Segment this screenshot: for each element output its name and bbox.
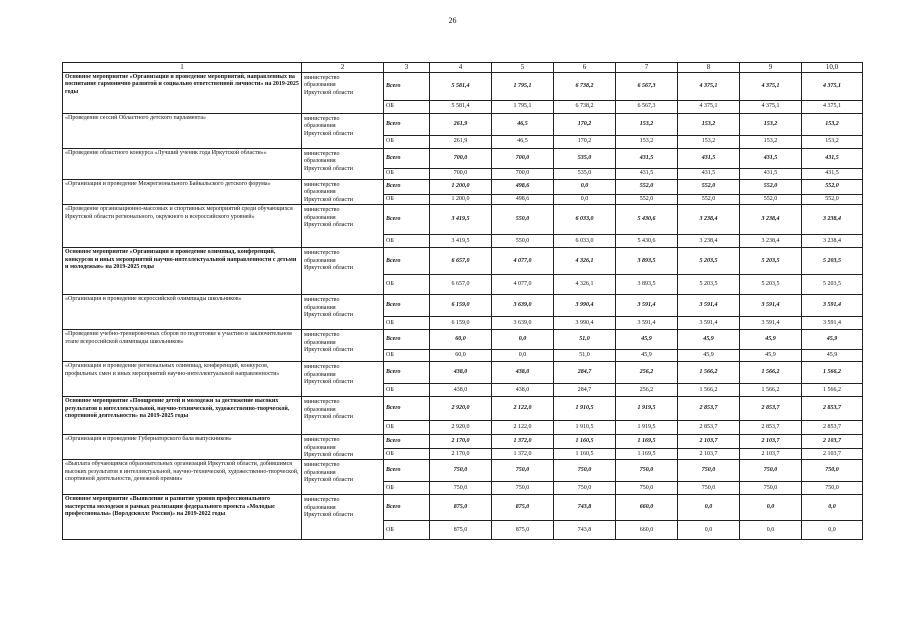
responsible-line: министерство — [304, 250, 340, 257]
responsible-line: образования — [304, 123, 336, 130]
total-value-cell: 3 893,5 — [616, 248, 678, 275]
ob-value-cell: 498,6 — [492, 195, 554, 205]
ob-value-cell: 552,0 — [678, 195, 740, 205]
total-value-cell: 3 238,4 — [740, 205, 802, 235]
source-total: Всего — [384, 180, 430, 195]
source-ob: ОБ — [384, 421, 430, 435]
program-name: Основное мероприятие «Организация и проведение олимпиад, конференций, конкурсов и иных мероприятий научно-интеллектуальной направленности с детьми и молодежью» на 2019-2025 годы — [63, 248, 302, 295]
header-cell: 4 — [430, 63, 492, 73]
ob-value-cell: 3 639,0 — [492, 317, 554, 330]
program-name: Основное мероприятие «Выявление и развитие уровня профессионального мастерства молодежи в рамках реализации федерального проекта «Молодые профессионалы» (Ворлдскиллс Россия)» на 2019-2022 годы — [63, 495, 302, 540]
ob-value-cell: 3 591,4 — [616, 317, 678, 330]
total-value-cell: 875,0 — [492, 495, 554, 521]
source-ob: ОБ — [384, 136, 430, 149]
program-name: Основное мероприятие «Организация и проведение мероприятий, направленных на воспитание гармонично развитой и социально ответственной личности» на 2019-2025 годы — [63, 73, 302, 114]
ob-value-cell: 3 238,4 — [802, 235, 863, 248]
ob-value-cell: 750,0 — [740, 482, 802, 495]
responsible-line: образования — [304, 158, 336, 165]
total-value-cell: 552,0 — [616, 180, 678, 195]
ob-value-cell: 2 103,7 — [678, 448, 740, 459]
total-value-cell: 3 419,5 — [430, 205, 492, 235]
total-value-cell: 2 103,7 — [678, 435, 740, 449]
ob-value-cell: 1 919,5 — [616, 421, 678, 435]
total-value-cell: 1 919,5 — [616, 397, 678, 421]
source-total: Всего — [384, 397, 430, 421]
header-cell: 10,0 — [802, 63, 863, 73]
total-value-cell: 1 160,5 — [554, 435, 616, 449]
total-value-cell: 535,0 — [554, 149, 616, 169]
total-value-cell: 4 375,1 — [802, 73, 863, 101]
total-value-cell: 3 990,4 — [554, 295, 616, 317]
ob-value-cell: 1 160,5 — [554, 448, 616, 459]
responsible-executor — [302, 114, 384, 149]
total-value-cell: 3 238,4 — [802, 205, 863, 235]
total-value-cell: 51,0 — [554, 330, 616, 350]
source-ob: ОБ — [384, 448, 430, 459]
ob-value-cell: 2 170,0 — [430, 448, 492, 459]
ob-value-cell: 2 103,7 — [802, 448, 863, 459]
responsible-executor — [302, 362, 384, 397]
ob-value-cell: 1 200,0 — [430, 195, 492, 205]
responsible-line: Иркутской области — [304, 452, 353, 459]
total-value-cell: 431,5 — [616, 149, 678, 169]
total-value-cell: 45,9 — [802, 330, 863, 350]
program-row — [63, 73, 863, 101]
header-row — [63, 63, 863, 73]
responsible-executor — [302, 495, 384, 540]
total-value-cell: 700,0 — [492, 149, 554, 169]
responsible-line: образования — [304, 504, 336, 511]
total-value-cell: 6 657,0 — [430, 248, 492, 275]
source-total: Всего — [384, 73, 430, 101]
total-value-cell: 1 795,1 — [492, 73, 554, 101]
ob-value-cell: 3 990,4 — [554, 317, 616, 330]
source-ob: ОБ — [384, 384, 430, 397]
program-row — [63, 330, 863, 350]
total-value-cell: 46,5 — [492, 114, 554, 136]
ob-value-cell: 0,0 — [554, 195, 616, 205]
ob-value-cell: 45,9 — [678, 350, 740, 362]
responsible-line: Иркутской области — [304, 512, 353, 519]
ob-value-cell: 6 567,3 — [616, 101, 678, 114]
responsible-line: министерство — [304, 182, 340, 188]
header-cell: 9 — [740, 63, 802, 73]
header-cell: 1 — [63, 63, 302, 73]
ob-value-cell: 552,0 — [740, 195, 802, 205]
total-value-cell: 2 920,0 — [430, 397, 492, 421]
ob-value-cell: 700,0 — [492, 169, 554, 180]
ob-value-cell: 284,7 — [554, 384, 616, 397]
ob-value-cell: 3 591,4 — [678, 317, 740, 330]
total-value-cell: 1 169,5 — [616, 435, 678, 449]
ob-value-cell: 3 893,5 — [616, 275, 678, 295]
total-value-cell: 750,0 — [554, 460, 616, 482]
total-value-cell: 750,0 — [802, 460, 863, 482]
ob-value-cell: 3 591,4 — [740, 317, 802, 330]
program-row — [63, 495, 863, 521]
ob-value-cell: 5 203,5 — [802, 275, 863, 295]
total-value-cell: 4 077,0 — [492, 248, 554, 275]
responsible-line: министерство — [304, 399, 340, 406]
ob-value-cell: 875,0 — [492, 521, 554, 540]
ob-value-cell: 4 077,0 — [492, 275, 554, 295]
ob-value-cell: 46,5 — [492, 136, 554, 149]
page-number: 26 — [448, 16, 457, 25]
responsible-line: Иркутской области — [304, 165, 353, 172]
responsible-executor — [302, 295, 384, 330]
ob-value-cell: 660,0 — [616, 521, 678, 540]
total-value-cell: 438,0 — [492, 362, 554, 384]
source-total: Всего — [384, 114, 430, 136]
responsible-line: Иркутской области — [304, 477, 353, 484]
source-total: Всего — [384, 362, 430, 384]
ob-value-cell: 5 203,5 — [678, 275, 740, 295]
ob-value-cell: 4 375,1 — [740, 101, 802, 114]
total-value-cell: 2 853,7 — [740, 397, 802, 421]
total-value-cell: 3 591,4 — [740, 295, 802, 317]
ob-value-cell: 0,0 — [492, 350, 554, 362]
header-cell: 7 — [616, 63, 678, 73]
source-total: Всего — [384, 460, 430, 482]
total-value-cell: 0,0 — [678, 495, 740, 521]
program-name: «Проведение сессий Областного детского парламента» — [63, 114, 302, 149]
total-value-cell: 6 159,0 — [430, 295, 492, 317]
total-value-cell: 1 566,2 — [740, 362, 802, 384]
ob-value-cell: 2 853,7 — [740, 421, 802, 435]
program-name: Основное мероприятие «Поощрение детей и молодежи за достижение высоких результатов в интеллектуальной, научно-технической, художественно-творческой, спортивной деятельности» на 2019-2025 годы — [63, 397, 302, 435]
responsible-line: министерство — [304, 151, 340, 157]
total-value-cell: 3 238,4 — [678, 205, 740, 235]
ob-value-cell: 1 169,5 — [616, 448, 678, 459]
ob-value-cell: 438,0 — [492, 384, 554, 397]
ob-value-cell: 750,0 — [492, 482, 554, 495]
ob-value-cell: 750,0 — [554, 482, 616, 495]
ob-value-cell: 1 566,2 — [802, 384, 863, 397]
responsible-executor — [302, 73, 384, 114]
total-value-cell: 0,0 — [492, 330, 554, 350]
responsible-line: Иркутской области — [304, 312, 353, 319]
responsible-line: образования — [304, 214, 336, 221]
ob-value-cell: 170,2 — [554, 136, 616, 149]
total-value-cell: 875,0 — [430, 495, 492, 521]
total-value-cell: 256,2 — [616, 362, 678, 384]
ob-value-cell: 1 566,2 — [678, 384, 740, 397]
header-cell: 5 — [492, 63, 554, 73]
total-value-cell: 498,6 — [492, 180, 554, 195]
total-value-cell: 5 203,5 — [740, 248, 802, 275]
program-row — [63, 435, 863, 449]
total-value-cell: 5 581,4 — [430, 73, 492, 101]
total-value-cell: 3 591,4 — [616, 295, 678, 317]
responsible-line: образования — [304, 469, 336, 476]
program-name: «Организация и проведение Межрегионального Байкальского детского форума» — [63, 180, 302, 205]
program-row — [63, 248, 863, 275]
program-name: «Проведение областного конкурса «Лучший ученик года Иркутской области»» — [63, 149, 302, 180]
total-value-cell: 45,9 — [678, 330, 740, 350]
responsible-line: министерство — [304, 116, 340, 122]
total-value-cell: 2 122,0 — [492, 397, 554, 421]
responsible-line: образования — [304, 189, 336, 196]
responsible-line: образования — [304, 339, 336, 346]
program-row — [63, 460, 863, 482]
ob-value-cell: 153,2 — [740, 136, 802, 149]
total-value-cell: 552,0 — [802, 180, 863, 195]
source-ob: ОБ — [384, 101, 430, 114]
total-value-cell: 1 200,0 — [430, 180, 492, 195]
total-value-cell: 4 326,1 — [554, 248, 616, 275]
ob-value-cell: 0,0 — [740, 521, 802, 540]
ob-value-cell: 45,9 — [740, 350, 802, 362]
ob-value-cell: 4 326,1 — [554, 275, 616, 295]
ob-value-cell: 153,2 — [802, 136, 863, 149]
responsible-line: министерство — [304, 332, 340, 339]
source-total: Всего — [384, 330, 430, 350]
source-total: Всего — [384, 295, 430, 317]
total-value-cell: 153,2 — [616, 114, 678, 136]
responsible-line: министерство — [304, 297, 340, 304]
header-cell: 8 — [678, 63, 740, 73]
ob-value-cell: 750,0 — [678, 482, 740, 495]
total-value-cell: 431,5 — [802, 149, 863, 169]
ob-value-cell: 5 430,6 — [616, 235, 678, 248]
ob-value-cell: 4 375,1 — [678, 101, 740, 114]
ob-value-cell: 0,0 — [678, 521, 740, 540]
total-value-cell: 4 375,1 — [678, 73, 740, 101]
responsible-line: Иркутской области — [304, 89, 353, 96]
responsible-line: министерство — [304, 364, 340, 371]
ob-value-cell: 438,0 — [430, 384, 492, 397]
header-cell: 3 — [384, 63, 430, 73]
ob-value-cell: 431,5 — [678, 169, 740, 180]
ob-value-cell: 1 566,2 — [740, 384, 802, 397]
total-value-cell: 5 430,6 — [616, 205, 678, 235]
responsible-executor — [302, 248, 384, 295]
ob-value-cell: 6 033,0 — [554, 235, 616, 248]
ob-value-cell: 431,5 — [802, 169, 863, 180]
responsible-line: Иркутской области — [304, 347, 353, 354]
ob-value-cell: 261,9 — [430, 136, 492, 149]
total-value-cell: 170,2 — [554, 114, 616, 136]
total-value-cell: 284,7 — [554, 362, 616, 384]
ob-value-cell: 5 203,5 — [740, 275, 802, 295]
ob-value-cell: 550,0 — [492, 235, 554, 248]
ob-value-cell: 45,9 — [616, 350, 678, 362]
ob-value-cell: 153,2 — [616, 136, 678, 149]
ob-value-cell: 431,5 — [740, 169, 802, 180]
source-ob: ОБ — [384, 235, 430, 248]
responsible-line: Иркутской области — [304, 130, 353, 137]
source-ob: ОБ — [384, 350, 430, 362]
ob-value-cell: 5 581,4 — [430, 101, 492, 114]
total-value-cell: 552,0 — [678, 180, 740, 195]
responsible-line: образования — [304, 406, 336, 413]
program-row — [63, 295, 863, 317]
responsible-line: Иркутской области — [304, 379, 353, 386]
total-value-cell: 750,0 — [430, 460, 492, 482]
ob-value-cell: 552,0 — [802, 195, 863, 205]
source-ob: ОБ — [384, 317, 430, 330]
total-value-cell: 45,9 — [740, 330, 802, 350]
program-row — [63, 114, 863, 136]
total-value-cell: 2 853,7 — [678, 397, 740, 421]
total-value-cell: 0,0 — [740, 495, 802, 521]
ob-value-cell: 2 122,0 — [492, 421, 554, 435]
responsible-line: образования — [304, 257, 336, 264]
responsible-executor — [302, 149, 384, 180]
ob-value-cell: 3 591,4 — [802, 317, 863, 330]
total-value-cell: 743,8 — [554, 495, 616, 521]
total-value-cell: 1 566,2 — [678, 362, 740, 384]
program-name: «Проведение учебно-тренировочных сборов по подготовке к участию в заключительном этапе всероссийской олимпиады школьников» — [63, 330, 302, 362]
ob-value-cell: 6 738,2 — [554, 101, 616, 114]
total-value-cell: 550,0 — [492, 205, 554, 235]
ob-value-cell: 3 238,4 — [740, 235, 802, 248]
total-value-cell: 750,0 — [678, 460, 740, 482]
program-name: «Выплата обучающимся образовательных организаций Иркутской области, добившимся высоких результатов в интеллектуальной, научно-технической, художественно-творческой, спортивной деятельности, денежной премии» — [63, 460, 302, 495]
total-value-cell: 431,5 — [740, 149, 802, 169]
total-value-cell: 750,0 — [492, 460, 554, 482]
source-ob: ОБ — [384, 169, 430, 180]
program-row — [63, 397, 863, 421]
ob-value-cell: 153,2 — [678, 136, 740, 149]
ob-value-cell: 60,0 — [430, 350, 492, 362]
responsible-line: образования — [304, 444, 336, 451]
total-value-cell: 431,5 — [678, 149, 740, 169]
responsible-line: министерство — [304, 497, 340, 504]
ob-value-cell: 256,2 — [616, 384, 678, 397]
total-value-cell: 1 566,2 — [802, 362, 863, 384]
ob-value-cell: 3 419,5 — [430, 235, 492, 248]
total-value-cell: 750,0 — [740, 460, 802, 482]
responsible-line: министерство — [304, 437, 340, 444]
ob-value-cell: 2 853,7 — [678, 421, 740, 435]
total-value-cell: 6 738,2 — [554, 73, 616, 101]
total-value-cell: 0,0 — [554, 180, 616, 195]
program-name: «Организация и проведение региональных олимпиад, конференций, конкурсов, профильных смен и иных мероприятий научно-интеллектуальной направленности» — [63, 362, 302, 397]
responsible-line: Иркутской области — [304, 196, 353, 203]
responsible-executor — [302, 460, 384, 495]
total-value-cell: 3 639,0 — [492, 295, 554, 317]
ob-value-cell: 750,0 — [802, 482, 863, 495]
total-value-cell: 3 591,4 — [678, 295, 740, 317]
responsible-line: образования — [304, 82, 336, 89]
header-cell: 6 — [554, 63, 616, 73]
source-total: Всего — [384, 435, 430, 449]
source-ob: ОБ — [384, 482, 430, 495]
program-row — [63, 149, 863, 169]
source-total: Всего — [384, 149, 430, 169]
responsible-line: образования — [304, 304, 336, 311]
program-row — [63, 205, 863, 235]
total-value-cell: 438,0 — [430, 362, 492, 384]
ob-value-cell: 1 910,5 — [554, 421, 616, 435]
total-value-cell: 3 591,4 — [802, 295, 863, 317]
total-value-cell: 2 170,0 — [430, 435, 492, 449]
ob-value-cell: 552,0 — [616, 195, 678, 205]
responsible-line: Иркутской области — [304, 222, 353, 229]
ob-value-cell: 0,0 — [802, 521, 863, 540]
total-value-cell: 700,0 — [430, 149, 492, 169]
total-value-cell: 60,0 — [430, 330, 492, 350]
responsible-line: министерство — [304, 207, 340, 214]
program-name: «Проведение организационно-массовых и спортивных мероприятий среди обучающихся Иркутской области регионального, окружного и всероссийского уровней» — [63, 205, 302, 248]
total-value-cell: 0,0 — [802, 495, 863, 521]
total-value-cell: 5 203,5 — [802, 248, 863, 275]
ob-value-cell: 51,0 — [554, 350, 616, 362]
ob-value-cell: 6 159,0 — [430, 317, 492, 330]
header-cell: 2 — [302, 63, 384, 73]
total-value-cell: 5 203,5 — [678, 248, 740, 275]
ob-value-cell: 743,8 — [554, 521, 616, 540]
total-value-cell: 261,9 — [430, 114, 492, 136]
responsible-line: министерство — [304, 75, 340, 81]
responsible-line: Иркутской области — [304, 265, 353, 272]
ob-value-cell: 45,9 — [802, 350, 863, 362]
program-row — [63, 180, 863, 195]
source-total: Всего — [384, 248, 430, 275]
ob-value-cell: 2 853,7 — [802, 421, 863, 435]
ob-value-cell: 431,5 — [616, 169, 678, 180]
responsible-executor — [302, 435, 384, 460]
responsible-line: Иркутской области — [304, 414, 353, 421]
total-value-cell: 1 372,0 — [492, 435, 554, 449]
total-value-cell: 2 103,7 — [802, 435, 863, 449]
ob-value-cell: 3 238,4 — [678, 235, 740, 248]
responsible-executor — [302, 180, 384, 205]
total-value-cell: 6 033,0 — [554, 205, 616, 235]
ob-value-cell: 1 372,0 — [492, 448, 554, 459]
ob-value-cell: 750,0 — [616, 482, 678, 495]
responsible-executor — [302, 330, 384, 362]
ob-value-cell: 2 920,0 — [430, 421, 492, 435]
total-value-cell: 2 103,7 — [740, 435, 802, 449]
responsible-executor — [302, 205, 384, 248]
total-value-cell: 2 853,7 — [802, 397, 863, 421]
total-value-cell: 153,2 — [740, 114, 802, 136]
total-value-cell: 153,2 — [802, 114, 863, 136]
responsible-line: образования — [304, 371, 336, 378]
ob-value-cell: 4 375,1 — [802, 101, 863, 114]
source-total: Всего — [384, 205, 430, 235]
ob-value-cell: 2 103,7 — [740, 448, 802, 459]
ob-value-cell: 1 795,1 — [492, 101, 554, 114]
responsible-executor — [302, 397, 384, 435]
source-total: Всего — [384, 495, 430, 521]
ob-value-cell: 875,0 — [430, 521, 492, 540]
ob-value-cell: 6 657,0 — [430, 275, 492, 295]
budget-table — [62, 62, 863, 540]
total-value-cell: 6 567,3 — [616, 73, 678, 101]
total-value-cell: 750,0 — [616, 460, 678, 482]
responsible-line: министерство — [304, 462, 340, 469]
total-value-cell: 153,2 — [678, 114, 740, 136]
ob-value-cell: 750,0 — [430, 482, 492, 495]
program-row — [63, 362, 863, 384]
program-name: «Организация и проведение Губернаторского бала выпускников» — [63, 435, 302, 460]
ob-value-cell: 700,0 — [430, 169, 492, 180]
source-ob: ОБ — [384, 275, 430, 295]
total-value-cell: 1 910,5 — [554, 397, 616, 421]
total-value-cell: 4 375,1 — [740, 73, 802, 101]
source-ob: ОБ — [384, 195, 430, 205]
total-value-cell: 660,0 — [616, 495, 678, 521]
source-ob: ОБ — [384, 521, 430, 540]
total-value-cell: 45,9 — [616, 330, 678, 350]
total-value-cell: 552,0 — [740, 180, 802, 195]
program-name: «Организация и проведение всероссийской олимпиады школьников» — [63, 295, 302, 330]
ob-value-cell: 535,0 — [554, 169, 616, 180]
